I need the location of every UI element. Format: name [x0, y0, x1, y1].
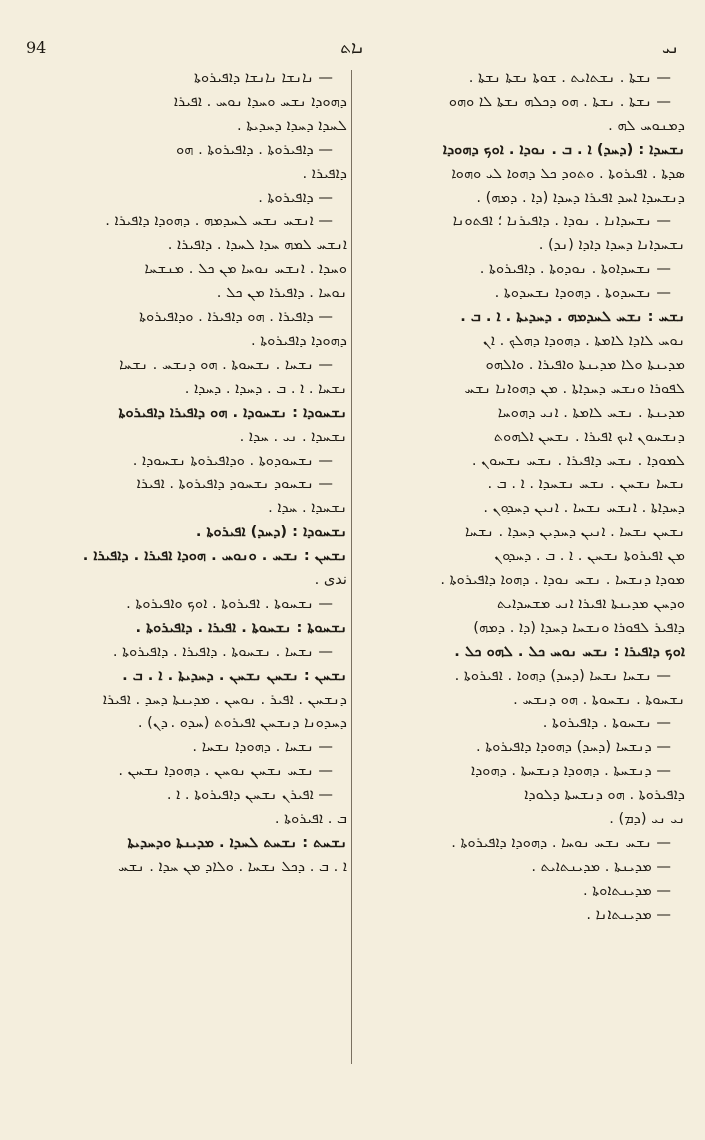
text-line: ܢܫܚܕܐ . ܢܝ . ܚܕܐ .	[239, 427, 347, 445]
text-line: ܢܫܚܘܬܐ : ܢܫܚܘܬܐ . ܐܦܝܪܐ . ܕܐܦܝܪܘܬܐ .	[135, 618, 347, 636]
text-line: — ܢܫܚܘܕ ܢܫܚܘܕ ܕܐܦܝܪܘܬܐ . ܐܦܝܪܐ	[136, 475, 333, 493]
text-line: — ܢܫܚ ܢܫܚܢ ܢܘܚܢ . ܕܗܘܕܐ ܢܫܚܢ .	[118, 762, 333, 780]
text-line: ܡܕܝܢܬܐ ܘܠܐ ܡܕܝܢܬܐ ܘܐܦܝܪܐ . ܘܐܠܗܘ	[485, 355, 685, 373]
text-line: ܕܐܦܝܪܘܬܐ . ܗܘ ܕܢܫܚܬܐ ܕܠܘܕܐ	[524, 786, 685, 804]
text-line: ܕܐܦܝܪ ܠܦܘܪܐ ܘܢܫܚܐ ܕܚܕܐ (ܕܐ . ܕܡܗ)	[473, 618, 685, 636]
text-line: — ܢܫܚܘܬܐ . ܐܦܝܪܘܬܐ . ܐܘܟ ܘܐܦܝܪܘܬܐ .	[126, 594, 333, 612]
text-line: ܢܫܚܕܐ : (ܕܚܕ) ܐ . ܒ . ܢܘܕܐ . ܐܘܟ ܕܗܘܕܐ	[442, 140, 685, 158]
text-line: ܢܘܚܐ . ܕܐܦܝܪܐ ܡܢ ܟܠ .	[216, 284, 347, 302]
text-line: — ܢܫܬܐ . ܢܫܬܐ . ܗܘ ܕܟܠܗ ܢܫܬܐ ܠܐ ܘܗܘ	[448, 92, 671, 110]
column-divider	[351, 70, 352, 1064]
text-line: ܠܡܘܕܐ . ܢܫܚ ܕܐܦܝܪܐ . ܢܫܚ ܢܫܚܘܢ .	[471, 451, 685, 469]
text-line: ܕܢܫܚܢ . ܐܦܝܪ . ܢܘܚܢ . ܡܕܝܢܬܐ ܕܚܕ . ܐܦܝܪܐ	[102, 690, 347, 708]
text-line: ܢܫܚܢ : ܢܫܚ . ܘܢܘܚ . ܗܘܕܐ ܐܦܝܪܐ . ܕܐܦܝܪܐ .	[82, 547, 347, 565]
text-line: — ܕܐܦܝܪܘܬܐ .	[258, 188, 333, 206]
text-line: — ܕܢܫܚܬܐ . ܕܗܘܕܐ ܕܢܫܚܬܐ . ܕܗܘܕܐ	[470, 762, 671, 780]
text-line: — ܐܢܫܚ ܢܫܚ ܠܚܕܡܗ . ܕܗܘܕܐ ܕܐܦܝܪܐ .	[105, 212, 333, 230]
text-line: ܢܫܚܬ : ܢܫܚܬ ܠܚܕܐ . ܡܕܝܢܬܐ ܘܕܚܕܝܬܐ	[127, 834, 347, 851]
text-line: ܠܦܘܪܐ ܘܢܫܚ ܕܚܕܐܬܐ . ܡܢ ܕܗܘܐܢܐ ܢܫܚ	[464, 379, 685, 397]
text-line: ܘܚܕܐ . ܐܢܫܚ ܢܘܚܐ ܡܢ ܟܠ . ܡܢܫܚܐ	[144, 260, 347, 278]
section-mark: ܢܝ	[662, 38, 679, 58]
text-line: ܢܫܚܐ ܢܫܚܢ . ܢܫܚ ܢܫܚܕܐ . ܐ . ܒ .	[487, 475, 685, 493]
text-line: — ܕܐܦܝܪܐ . ܗܘ ܕܐܦܝܪܐ . ܘܕܐܦܝܪܘܬܐ	[139, 308, 333, 326]
right-column	[358, 66, 685, 1066]
text-line: — ܢܫܚܘܬܐ . ܕܐܦܝܪܘܬܐ .	[542, 714, 671, 732]
text-line: ܕܐܦܝܪܐ .	[302, 164, 347, 182]
text-line: ܢܫܚܐ . ܐ . ܒ . ܕܚܕܐ . ܕܚܕܐ .	[184, 379, 347, 397]
text-line: ܐܢܫܚ ܠܡܗ ܚܕܐ ܠܚܕܐ . ܕܐܦܝܪܐ .	[167, 236, 347, 254]
running-title: ܢܐܬ	[340, 38, 365, 58]
text-line: ܐܘܟ ܕܐܦܝܪܐ : ܢܫܚ ܢܘܚ ܟܠ . ܠܗܘ ܟܠ .	[454, 642, 685, 660]
text-line: ܡܘܕܐ ܕܢܫܚܐ . ܢܫܚ ܢܘܕܐ . ܕܗܘܐ ܕܐܦܝܪܘܬܐ .	[440, 571, 685, 589]
page-header	[22, 38, 683, 62]
text-line: — ܢܫܚ ܢܫܚ ܢܘܚܐ . ܕܗܘܕܐ ܕܐܦܝܪܘܬܐ .	[451, 834, 671, 851]
text-line: ܢܘܚ ܠܐܕܐ ܠܐܡܬܐ . ܕܗܘܕܐ ܕܗܠܟ . ܐܢ	[482, 331, 685, 349]
text-line: ܕܚܕܘܢܐ ܕܢܫܚܢ ܐܦܝܪܘܬ (ܚܕܘ . ܕܢ) .	[137, 714, 347, 732]
text-line: ܒ . ܐܦܝܪܘܬܐ .	[274, 810, 347, 828]
text-line: ܢܫܚܘܕܐ : ܢܫܚܘܕܐ . ܗܘ ܕܐܦܝܪܐ ܕܐܦܝܪܘܬܐ	[118, 403, 347, 421]
text-line: ܢܫܚ : ܢܫܚ ܠܚܕܡܗ . ܕܚܕܝܬܐ . ܐ . ܒ .	[460, 308, 685, 326]
page-number: 94	[26, 38, 47, 57]
text-line: ܢܫܚܕܐ . ܚܕܐ .	[268, 499, 347, 517]
text-line: — ܢܫܚܕܐܢܐ . ܢܘܕܐ . ܕܐܦܝܪܢܐ ؛ ܐܦܬܘܢܐ	[452, 212, 671, 230]
text-line: ܢܫܚܢ ܢܫܚܐ . ܐܢܝܢ ܕܚܕܝܢ ܕܚܕܐ . ܢܫܚܐ	[464, 523, 685, 541]
text-line: — ܢܫܚܐ . ܢܫܚܘܬܐ . ܗܘ ܕܢܫܚ . ܢܫܚܐ	[119, 355, 333, 373]
text-line: ܢܝ ܢܝ (ܕܡ) .	[609, 810, 685, 828]
text-line: ܕܚܕܐܬܐ . ܐܢܫܚ ܢܫܚܐ . ܐܢܝܢ ܕܚܕܘܢ .	[483, 499, 685, 517]
text-line: ܢܫܚܕܐܢܐ ܕܚܕܐ ܕܐܕܐ (ܢܕ) .	[538, 236, 685, 254]
text-line: — ܕܐܦܝܪܘܬܐ . ܕܐܦܝܪܘܬܐ . ܗܘ	[176, 140, 333, 158]
text-line: — ܡܕܝܢܬܐܢܐ .	[586, 905, 671, 923]
text-line: — ܢܫܚܐ . ܕܗܘܕܐ ܢܫܚܐ .	[192, 738, 333, 756]
text-line: — ܐܦܝܪܢ ܢܫܚܢ ܕܐܦܝܪܘܬܐ . ܐ .	[166, 786, 333, 804]
text-line: ܐ . ܒ . ܕܟܠ ܢܫܚܐ . ܘܠܐܕ ܡܢ ܚܕܐ . ܢܫܚ	[118, 857, 347, 875]
text-line: — ܡܕܝܢܬܐܘܬܐ .	[582, 881, 671, 899]
text-line: ܡܢ ܐܦܝܪܘܬܐ ܢܫܚܢ . ܐ . ܒ . ܕܚܕܘܢ	[494, 547, 685, 565]
text-line: — ܢܫܚܕܘܬܐ . ܕܗܘܕܐ ܢܫܚܕܘܬܐ .	[494, 284, 671, 302]
text-line: ܕܢܫܚܘܢ ܐܝܟ ܐܦܝܪܐ . ܢܫܚܢ ܐܠܗܘܬ	[493, 427, 685, 445]
text-line: ܕܗܘܕܐ ܕܐܦܝܪܘܬܐ .	[251, 331, 347, 349]
text-line: — ܢܫܚܕܐܘܬܐ . ܢܘܕܘܬܐ . ܕܐܦܝܪܘܬܐ .	[479, 260, 671, 278]
text-line: ܢܫܚܘܬܐ . ܢܫܚܘܬܐ . ܗܘ ܕܢܫܚ .	[513, 690, 685, 708]
text-line: ندی .	[314, 571, 347, 589]
text-line: ܣܕܬܐ . ܐܦܝܪܘܬܐ . ܘܬܘܕ ܟܠ ܕܗܘܐ ܠܝ ܘܗܘܐ	[451, 164, 685, 182]
text-line: — ܢܐܢܫܐ ܢܐܢܫܐ ܕܐܦܝܪܘܬܐ	[193, 69, 333, 86]
text-line: — ܢܫܚܘܕܘܬܐ . ܘܕܐܦܝܪܘܬܐ ܢܫܚܘܕܐ .	[132, 451, 333, 469]
text-line: ܡܕܝܢܬܐ . ܢܫܚ ܠܐܡܬܐ . ܐܢܝ ܕܗܘܚܐ	[497, 403, 685, 421]
text-line: ܘܕܚܢ ܡܕܝܢܬܐ ܐܦܝܪܐ ܐܢܝ ܡܫܚܕܐܝܬ	[497, 594, 685, 612]
text-line: — ܢܫܬܐ . ܢܫܬܐܝܬ . ܫܘܬܐ ܢܫܬܐ ܢܫܬܐ .	[468, 69, 671, 86]
text-line: — ܕܢܫܚܐ (ܕܚܕ) ܕܗܘܕܐ ܕܐܦܝܪܘܬܐ .	[476, 738, 671, 756]
text-line: — ܢܫܚܐ . ܢܫܚܘܬܐ . ܕܐܦܝܪܐ . ܕܐܦܝܪܘܬܐ .	[112, 642, 333, 660]
text-line: ܕܡܢܘܚ ܠܗ .	[608, 116, 685, 134]
text-line: ܕܗܘܕܐ ܢܫܚ ܘܚܕܐ ܢܘܚ . ܐܦܝܪܐ	[173, 92, 347, 110]
text-line: ܢܫܚܢ : ܢܫܚܢ ܢܫܚܢ . ܕܚܕܝܬܐ . ܐ . ܒ .	[122, 666, 347, 684]
text-line: ܢܫܚܘܕܐ : (ܕܚܕ) ܐܦܝܪܘܬܐ .	[195, 523, 347, 541]
text-line: — ܢܫܚܐ ܢܫܚܐ (ܕܚܕ) ܕܗܘܐ . ܐܦܝܪܘܬܐ .	[454, 666, 671, 684]
left-column	[22, 66, 347, 1066]
text-line: — ܡܕܝܢܬܐ . ܡܕܝܢܬܐܝܬ .	[531, 857, 671, 875]
text-line: ܠܚܕܐ ܕܚܕܐ ܕܚܕܝܬܐ .	[237, 116, 347, 134]
text-line: ܕܢܫܚܕܐ ܐܚܕ ܐܦܝܪܐ ܕܚܕܐ (ܕܐ . ܕܡܗ) .	[476, 188, 685, 206]
